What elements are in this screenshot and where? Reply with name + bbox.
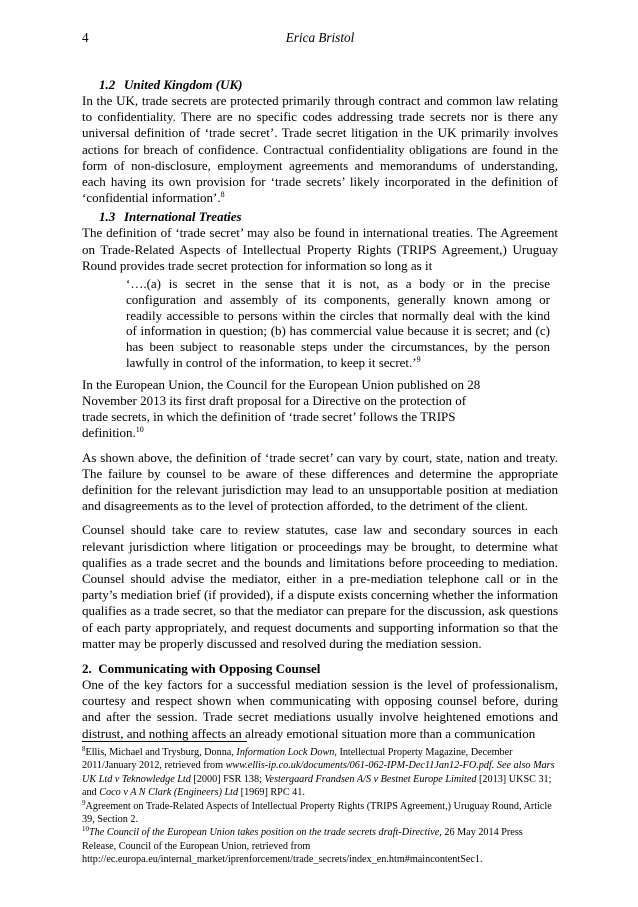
footnote-title: The Council of the European Union takes position on the trade secrets draft-Directive bbox=[89, 827, 440, 839]
block-quote bbox=[126, 276, 550, 371]
section-title: United Kingdom (UK) bbox=[124, 77, 243, 92]
page-header bbox=[82, 30, 558, 50]
footnotes bbox=[82, 746, 558, 867]
section-title: International Treaties bbox=[124, 209, 242, 225]
paragraph-shown-above: As shown above, the definition of ‘trade secret’ can vary by court, state, nation and treaty. The failure by counsel to be aware of these differences and determine the appropriate definition for the relevant jurisdiction may lead to an unsupportable position at mediation and disagreements as to the level of protection afforded, to the detriment of the client. bbox=[82, 449, 558, 514]
footnote-text: [1969] RPC 41. bbox=[238, 787, 305, 799]
section-title: Communicating with Opposing Counsel bbox=[98, 661, 321, 677]
footnote-text: , Intellectual Property Magazine, December 2011/January 2012, retrieved from bbox=[82, 747, 513, 772]
footnote-number: 8 bbox=[82, 745, 86, 753]
footnote-9 bbox=[82, 800, 558, 827]
section-number: 1.2 bbox=[99, 77, 116, 92]
page-number: 4 bbox=[82, 30, 89, 45]
footnote-url[interactable]: www.ellis-ip.co.uk/documents/061-062-IPM-Dec11Jan12-FO.pdf. See also Mars UK Ltd v Teknowledge Ltd bbox=[82, 760, 555, 785]
footnote-text: [2000] FSR 138; bbox=[190, 773, 265, 785]
paragraph-counsel: Counsel should take care to review statutes, case law and secondary sources in each relevant jurisdiction where litigation or proceedings may be brought, to determine what qualifies as a trade secret and the bounds and limitations before proceeding to mediation. Counsel should advise the mediator, either in a pre-mediation telephone call or in the party’s mediation brief (if provided), if a dispute exists concerning whether the information qualifies as a trade secret, so that the mediator can prepare for the discussion, ask questions of each party appropriately, and request documents and supporting information so that the matter may be properly discussed and resolved during the mediation session. bbox=[82, 522, 558, 651]
footnote-title: Information Lock Down bbox=[236, 747, 335, 758]
section-heading-1-3 bbox=[99, 208, 558, 225]
footnote-text: Ellis, Michael and Trysburg, Donna, bbox=[85, 747, 237, 758]
paragraph-text: In the UK, trade secrets are protected primarily through contract and common law relating to confidentiality. There are no specific codes addressing trade secrets nor is there any universal definition of ‘trade secret’. Trade secret litigation in the UK primarily involves actions for breach of confidence. Contractual confidentiality obligations are found in the form of non-disclosure, employment agreements and memorandums of understanding, each having its own provision for ‘trade secrets’ likely incorporated in the definition of ‘confidential information’. bbox=[82, 93, 558, 206]
footnote-ref-10[interactable]: 10 bbox=[135, 425, 144, 435]
paragraph-text: In the European Union, the Council for the European Union published on 28 November 2013 its first draft proposal for a Directive on the protection of trade secrets, in which the definition of ‘trade secret’ follows the TRIPS definition. bbox=[82, 376, 481, 441]
section-heading-2 bbox=[82, 660, 558, 677]
footnote-case: Coco v A N Clark (Engineers) Ltd bbox=[99, 787, 239, 799]
footnote-separator bbox=[82, 741, 247, 742]
footnote-ref-8[interactable]: 8 bbox=[220, 190, 225, 200]
paragraph-uk bbox=[82, 93, 558, 206]
section-number: 1.3 bbox=[99, 209, 116, 225]
footnote-ref-9[interactable]: 9 bbox=[416, 355, 421, 365]
section-number: 2. bbox=[82, 661, 92, 677]
section-heading-1-2 bbox=[99, 76, 558, 93]
footnote-case: Vestergaard Frandsen A/S v Bestnet Europe Limited bbox=[264, 773, 477, 785]
footnote-10 bbox=[82, 826, 558, 866]
footnote-text: , 26 May 2014 Press Release, Council of the European Union, retrieved from bbox=[82, 827, 523, 852]
running-author: Erica Bristol bbox=[285, 30, 355, 45]
quote-text: ‘….(a) is secret in the sense that it is not, as a body or in the precise configuration and assembly of its components, generally known among or readily accessible to persons within the circles that normally deal with the kind of information in question; (b) has commercial value because it is secret; and (c) has been subject to reasonable steps under the circumstances, by the person lawfully in control of the information, to keep it secret.’ bbox=[126, 276, 550, 371]
footnote-text: Agreement on Trade-Related Aspects of Intellectual Property Rights (TRIPS Agreement,) Uruguay Round, Article 39, Section 2. bbox=[82, 800, 552, 826]
body-text bbox=[82, 76, 558, 744]
paragraph-treaties: The definition of ‘trade secret’ may also be found in international treaties. The Agreement on Trade-Related Aspects of Intellectual Property Rights (TRIPS Agreement,) Uruguay Round provides trade secret protection for information so long as it bbox=[82, 225, 558, 273]
footnote-number: 9 bbox=[82, 798, 86, 807]
footnote-number: 10 bbox=[82, 825, 89, 834]
footnote-8 bbox=[82, 746, 558, 800]
paragraph-eu bbox=[82, 377, 558, 442]
footnote-text: [2013] UKSC 31; and bbox=[82, 773, 552, 799]
paragraph-communicating: One of the key factors for a successful mediation session is the level of professionalism, courtesy and respect shown when communicating with opposing counsel before, during and after the session. Trade secret mediations usually involve heightened emotions and distrust, and nothing affects an already emotional situation more than a communication bbox=[82, 677, 558, 741]
footnote-url[interactable]: http://ec.europa.eu/internal_market/iprenforcement/trade_secrets/index_en.htm#maincontentSec1. bbox=[82, 854, 483, 866]
